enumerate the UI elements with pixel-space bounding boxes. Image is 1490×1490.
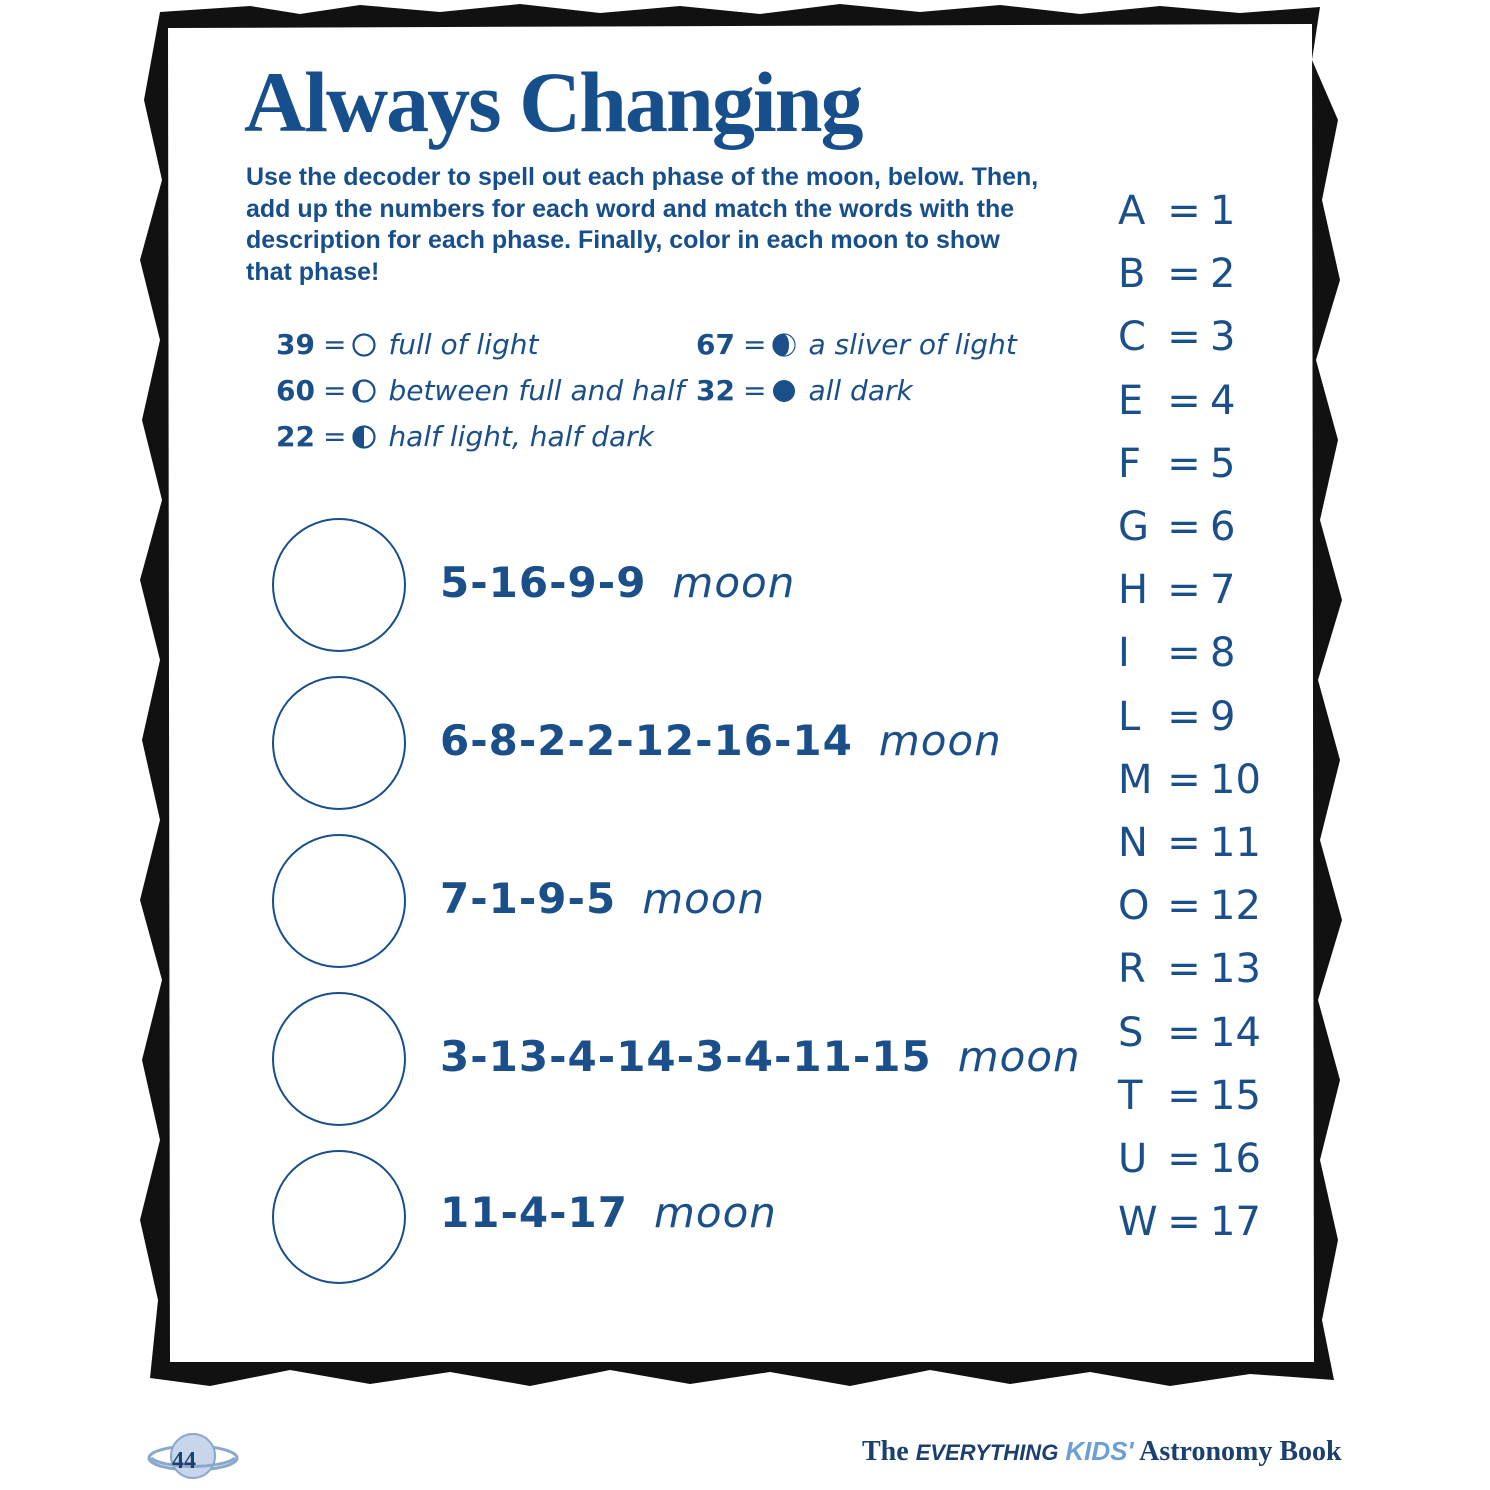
decoder-row — [1118, 1136, 1261, 1182]
decoder-value: 3 — [1210, 314, 1236, 361]
decoder-value: 14 — [1210, 1009, 1261, 1056]
decoder-value: 17 — [1210, 1199, 1261, 1246]
phase-key-number: 60 — [276, 374, 315, 407]
puzzle-moon-word: moon — [957, 1032, 1081, 1081]
book-title-everything: EVERYTHING — [915, 1440, 1059, 1465]
decoder-letter: I — [1118, 630, 1130, 677]
decoder-letter: A — [1118, 188, 1146, 234]
book-title — [862, 1436, 1342, 1468]
half-moon-icon — [352, 425, 376, 449]
puzzle-moon-word: moon — [653, 1188, 777, 1237]
answer-circle[interactable] — [272, 834, 406, 968]
decoder-letter: H — [1118, 567, 1149, 614]
decoder-letter: T — [1118, 1072, 1143, 1119]
decoder-letter: S — [1118, 1009, 1144, 1056]
decoder-row — [1118, 630, 1235, 676]
empty-circle-icon — [352, 333, 376, 357]
puzzle-moon-word: moon — [878, 716, 1002, 765]
instructions-text: Use the decoder to spell out each phase of the moon, below. Then, add up the numbers for each word and match the words with the description for each phase. Finally, color in each moon to show that phase! — [246, 163, 1039, 286]
decoder-equals: = — [1167, 567, 1201, 614]
decoder-value: 4 — [1210, 377, 1236, 424]
decoder-equals: = — [1167, 820, 1201, 866]
decoder-row — [1118, 694, 1235, 740]
puzzle-digits: 5-16-9-9 — [440, 558, 647, 607]
puzzle-code — [440, 874, 765, 923]
decoder-letter: G — [1118, 504, 1149, 550]
decoder-letter: E — [1118, 377, 1144, 424]
phase-key-description: all dark — [808, 374, 913, 407]
decoder-letter: C — [1118, 314, 1146, 361]
decoder-value: 2 — [1210, 251, 1236, 298]
decoder-equals: = — [1167, 946, 1201, 993]
decoder-value: 15 — [1210, 1072, 1261, 1119]
decoder-row — [1118, 251, 1235, 297]
phase-key-item — [276, 420, 654, 453]
book-title-the: The — [862, 1436, 909, 1467]
decoder-row — [1118, 378, 1235, 424]
decoder-letter: N — [1118, 820, 1148, 866]
decoder-equals: = — [1167, 377, 1201, 424]
decoder-letter: F — [1118, 440, 1142, 487]
phase-key-equals: = — [742, 328, 767, 361]
decoder-value: 1 — [1210, 188, 1236, 234]
puzzle-digits: 3-13-4-14-3-4-11-15 — [440, 1032, 932, 1081]
decoder-row — [1118, 757, 1261, 803]
decoder-value: 9 — [1210, 693, 1236, 740]
decoder-value: 7 — [1210, 567, 1236, 614]
decoder-equals: = — [1167, 504, 1201, 550]
answer-circle[interactable] — [272, 676, 406, 810]
decoder-value: 6 — [1210, 504, 1236, 550]
answer-circle[interactable] — [272, 992, 406, 1126]
decoder-letter: W — [1118, 1199, 1158, 1246]
decoder-row — [1118, 1073, 1261, 1119]
decoder-equals: = — [1167, 1199, 1201, 1246]
puzzle-digits: 6-8-2-2-12-16-14 — [440, 716, 853, 765]
puzzle-code — [440, 1032, 1081, 1081]
decoder-row — [1118, 1010, 1261, 1056]
puzzle-digits: 11-4-17 — [440, 1188, 628, 1237]
phase-key-item — [696, 374, 913, 407]
decoder-row — [1118, 188, 1235, 234]
crescent-light-icon — [352, 379, 376, 403]
decoder-value: 10 — [1210, 756, 1261, 803]
puzzle-code — [440, 1188, 777, 1237]
decoder-value: 11 — [1210, 820, 1261, 866]
decoder-equals: = — [1167, 1009, 1201, 1056]
phase-key-equals: = — [742, 374, 767, 407]
phase-key-item — [696, 328, 1017, 361]
decoder-value: 13 — [1210, 946, 1261, 993]
phase-key-equals: = — [322, 328, 347, 361]
decoder-row — [1118, 314, 1235, 360]
phase-key-description: between full and half — [388, 374, 685, 407]
phase-key-description: a sliver of light — [808, 328, 1017, 361]
gibbous-dark-icon — [772, 333, 796, 357]
decoder-value: 8 — [1210, 630, 1236, 677]
puzzle-moon-word: moon — [672, 558, 796, 607]
decoder-equals: = — [1167, 756, 1201, 803]
page-title: Always Changing — [244, 54, 862, 150]
answer-circle[interactable] — [272, 1150, 406, 1284]
phase-key-description: full of light — [388, 328, 539, 361]
page-number: 44 — [172, 1448, 196, 1474]
decoder-equals: = — [1167, 1072, 1201, 1119]
phase-key-number: 67 — [696, 328, 735, 361]
filled-circle-icon — [772, 379, 796, 403]
puzzle-code — [440, 716, 1002, 765]
phase-key-description: half light, half dark — [388, 420, 654, 453]
decoder-letter: R — [1118, 946, 1146, 993]
decoder-row — [1118, 1199, 1261, 1245]
decoder-value: 5 — [1210, 440, 1236, 487]
decoder-equals: = — [1167, 883, 1201, 930]
decoder-equals: = — [1167, 440, 1201, 487]
phase-key-equals: = — [322, 374, 347, 407]
decoder-row — [1118, 883, 1261, 929]
decoder-equals: = — [1167, 314, 1201, 361]
decoder-row — [1118, 567, 1235, 613]
answer-circle[interactable] — [272, 518, 406, 652]
decoder-equals: = — [1167, 188, 1201, 234]
phase-key-number: 39 — [276, 328, 315, 361]
decoder-letter: L — [1118, 693, 1141, 740]
decoder-row — [1118, 820, 1261, 866]
decoder-equals: = — [1167, 1136, 1201, 1182]
phase-key-number: 32 — [696, 374, 735, 407]
decoder-equals: = — [1167, 251, 1201, 298]
book-title-kids: KIDS' — [1065, 1436, 1134, 1466]
book-title-rest: Astronomy Book — [1139, 1436, 1342, 1467]
puzzle-code — [440, 558, 795, 607]
decoder-equals: = — [1167, 693, 1201, 740]
decoder-letter: B — [1118, 251, 1146, 298]
decoder-value: 16 — [1210, 1136, 1261, 1182]
decoder-letter: U — [1118, 1136, 1148, 1182]
decoder-row — [1118, 504, 1235, 550]
decoder-row — [1118, 441, 1235, 487]
decoder-value: 12 — [1210, 883, 1261, 930]
phase-key-item — [276, 328, 538, 361]
puzzle-moon-word: moon — [642, 874, 766, 923]
decoder-row — [1118, 946, 1261, 992]
puzzle-digits: 7-1-9-5 — [440, 874, 617, 923]
decoder-letter: O — [1118, 883, 1150, 930]
decoder-equals: = — [1167, 630, 1201, 677]
phase-key-number: 22 — [276, 420, 315, 453]
decoder-letter: M — [1118, 756, 1153, 803]
phase-key-item — [276, 374, 685, 407]
phase-key-equals: = — [322, 420, 347, 453]
